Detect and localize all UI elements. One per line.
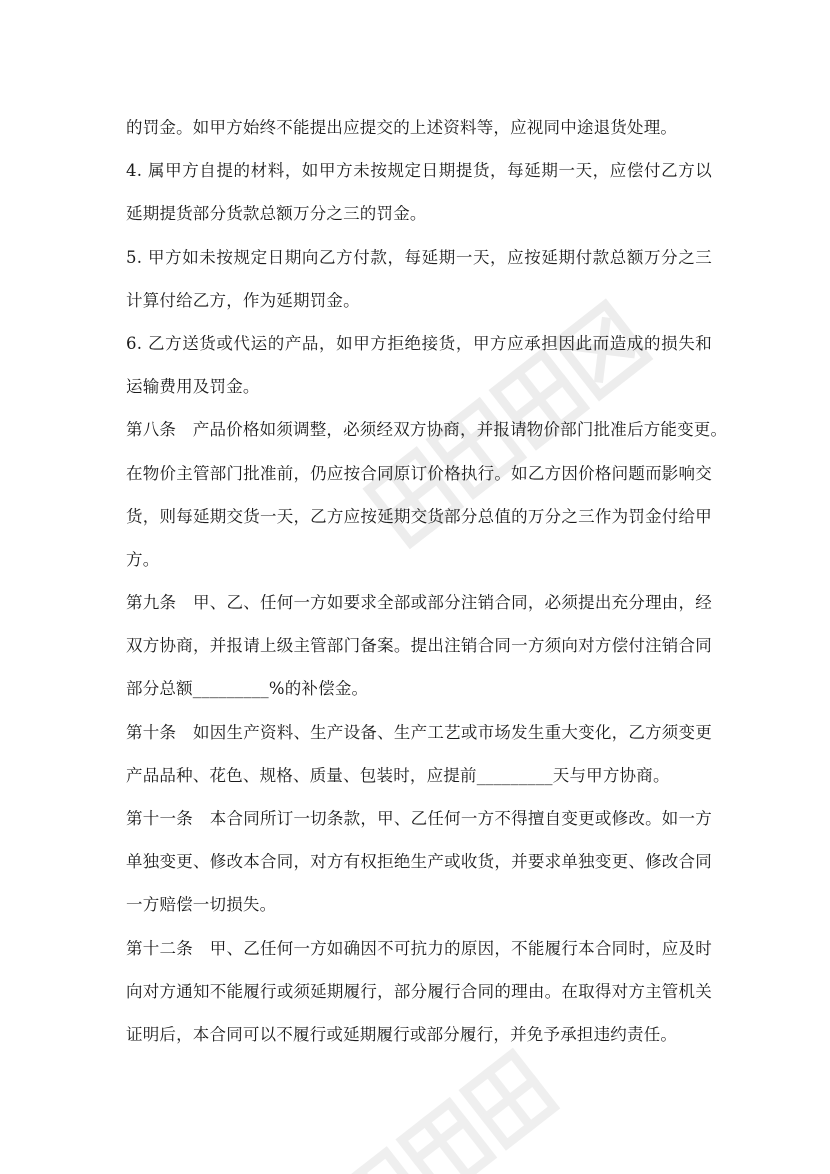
text-line: 双方协商，并报请上级主管部门备案。提出注销合同一方须向对方偿付注销合同 [126,636,712,656]
text-line: 计算付给乙方，作为延期罚金。 [126,290,360,310]
text-line: 单独变更、修改本合同，对方有权拒绝生产或收货，并要求单独变更、修改合同 [126,852,712,872]
text-line: 运输费用及罚金。 [126,377,260,397]
text-line: 5. 甲方如未按规定日期向乙方付款，每延期一天，应按延期付款总额万分之三 [126,247,712,267]
paragraph-article-11 [126,797,712,927]
text-line: 向对方通知不能履行或须延期履行，部分履行合同的理由。在取得对方主管机关 [126,981,712,1001]
paragraph-item-4 [126,149,712,235]
text-line: 第十二条 甲、乙任何一方如确因不可抗力的原因，不能履行本合同时，应及时 [126,938,712,958]
text-line: 证明后，本合同可以不履行或延期履行或部分履行，并免予承担违约责任。 [126,1024,678,1044]
text-line: 在物价主管部门批准前，仍应按合同原订价格执行。如乙方因价格问题而影响交 [126,463,712,483]
paragraph-penalty-end [126,106,712,149]
text-line: 延期提货部分货款总额万分之三的罚金。 [126,204,427,224]
text-line: 产品品种、花色、规格、质量、包装时，应提前_________天与甲方协商。 [126,765,670,785]
text-line: 6. 乙方送货或代运的产品，如甲方拒绝接货，甲方应承担因此而造成的损失和 [126,333,712,353]
text-line: 的罚金。如甲方始终不能提出应提交的上述资料等，应视同中途退货处理。 [126,118,678,137]
text-line: 方。 [126,549,160,569]
paragraph-article-8 [126,408,728,581]
paragraph-article-12 [126,927,712,1057]
text-line: 第九条 甲、乙、任何一方如要求全部或部分注销合同，必须提出充分理由，经 [126,593,712,613]
text-line: 第八条 产品价格如须调整，必须经双方协商，并报请物价部门批准后方能变更。 [126,420,728,440]
paragraph-article-9 [126,581,712,711]
text-line: 第十一条 本合同所订一切条款，甲、乙任何一方不得擅自变更或修改。如一方 [126,809,712,828]
text-line: 部分总额_________%的补偿金。 [126,679,369,699]
paragraph-item-5 [126,236,712,322]
text-line: 货，则每延期交货一天，乙方应按延期交货部分总值的万分之三作为罚金付给甲 [126,506,712,526]
paragraph-item-6 [126,322,712,408]
paragraph-article-10 [126,711,712,797]
text-line: 一方赔偿一切损失。 [126,895,277,915]
watermark-mark-lower [339,1054,554,1174]
text-line: 4. 属甲方自提的材料，如甲方未按规定日期提货，每延期一天，应偿付乙方以 [126,161,712,181]
document-body [126,106,728,1056]
text-line: 第十条 如因生产资料、生产设备、生产工艺或市场发生重大变化，乙方须变更 [126,722,712,742]
